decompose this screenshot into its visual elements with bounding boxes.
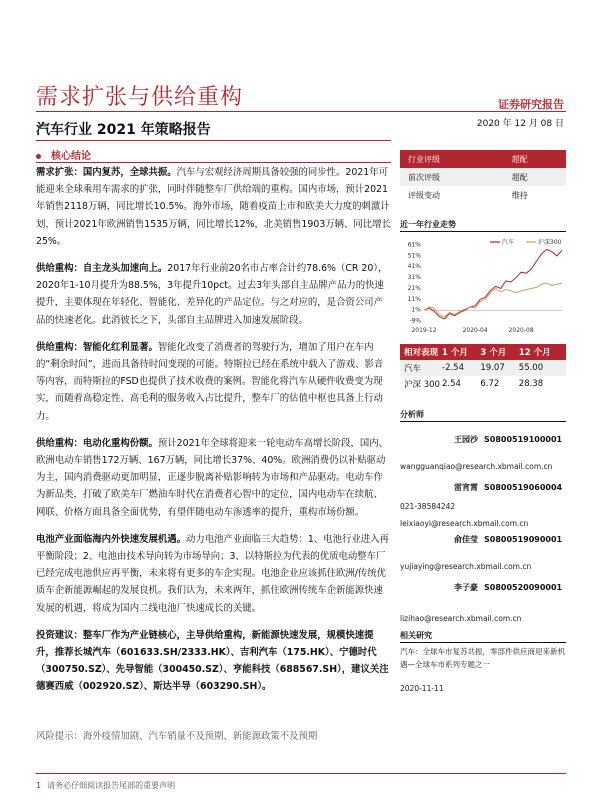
- rating-row: 评级变动 维持: [408, 190, 528, 200]
- paragraph-supply-brand: 供给重构：自主龙头加速向上。2017年行业前20名市占率合计约78.6%（CR 20），2020年1-10月提升为88.5%，3年提升10pct。过去3年头部自主品牌产品力的快速提升，主要体现在年轻化、智能化、差异化的产品定位。与之对应的，是合资公司产品的快速老化。此消彼长之下，头部自主品牌进入加速发展阶段。: [36, 263, 388, 326]
- report-main-title: 需求扩张与供给重构: [36, 85, 244, 110]
- rating-row: 行业评级 超配: [400, 150, 566, 168]
- paragraph-supply-smart: 供给重构：智能化红利显著。智能化改变了消费者的驾驶行为，增加了用户在车内的“剩余时间”，进而具备待时间变现的可能。特斯拉已经在系统中载入了游戏、影音等内容，而特斯拉的FSD也提供了技术收费的案例。智能化将汽车从硬件收费变为现实，而随着高稳定性、高毛利的服务收入占比提升，整车厂的估值中枢也具备上行动力。: [36, 341, 384, 422]
- performance-header-row: 相对表现 1 个月 3 个月 12 个月: [400, 344, 566, 360]
- legend-label: 汽车: [502, 239, 515, 246]
- analyst-email[interactable]: yujiaying@research.xbmail.com.cn: [400, 562, 532, 571]
- trend-divider: [400, 231, 566, 232]
- related-research-date: 2020-11-11: [400, 684, 444, 693]
- x-tick-label: 2020-04: [462, 327, 488, 334]
- related-research-heading: 相关研究: [400, 631, 432, 640]
- main-body: [36, 164, 392, 706]
- trend-chart-title: 近一年行业走势: [400, 220, 456, 229]
- report-date: 2020 年 12 月 08 日: [476, 119, 564, 129]
- page-number: 1: [36, 781, 42, 790]
- y-tick-label: 31%: [407, 274, 421, 282]
- y-tick-label: 11%: [407, 295, 421, 303]
- subtitle-divider: [36, 140, 391, 141]
- y-tick-label: 61%: [407, 241, 421, 249]
- report-sub-title: 汽车行业 2021 年策略报告: [36, 122, 211, 138]
- paragraph-demand: 需求扩张：国内复苏，全球共振。汽车与宏观经济周期具备较强的同步性。2021年可能迎来全球乘用车需求的扩张，同时伴随整车厂供给端的重构。国内市场，预计2021年销售2118万辆，同比增长10.5%。海外市场，随着疫苗上市和欧美大力度的刺激计划，预计2021年欧洲销售1535万辆，同比增长12%，北美销售1903万辆、同比增长25%。: [36, 167, 391, 247]
- title-divider: [36, 111, 566, 112]
- analyst-phone: 021-38584242: [400, 502, 456, 511]
- y-tick-label: -9%: [409, 317, 421, 325]
- analyst-heading: 分析师: [400, 410, 424, 419]
- performance-row: 沪深 300 2.54 6.72 28.38: [404, 379, 544, 390]
- paragraph-supply-ev: 供给重构：电动化重构份额。预计2021年全球将迎来一轮电动车高增长阶段，国内、欧洲电动车销售172万辆、167万辆，同比增长37%、40%。欧洲消费仍以补贴驱动为主，国内消费驱动更加明显，正逐步脱离补贴影响转为市场和产品驱动。电动车作为新品类，打破了欧美车厂燃油车时代在消费者心智中的定位，国内电动车在续航、网联、价格方面具备全面优势，有望伴随电动车渗透率的提升，重构市场份额。: [36, 437, 389, 518]
- footer-disclaimer: 请务必仔细阅读报告尾部的重要声明: [47, 781, 176, 790]
- rating-row: 前次评级 超配: [400, 168, 566, 186]
- related-research-link[interactable]: 汽车：全球车市复苏共振，零部件供应商迎来新机遇—全球车市系列专题之一: [400, 647, 565, 669]
- paragraph-investment: 投资建议：整车厂作为产业链核心，主导供给重构，新能源快速发展，规模快速提升，推荐长城汽车（601633.SH/2333.HK）、吉利汽车（175.HK）、宁德时代（300750.SZ）、先导智能（300450.SZ）、亨能科技（688567.SH），建议关注德赛西威（002920.SZ）、斯达半导（603290.SH）。: [36, 629, 389, 693]
- performance-table: [400, 344, 566, 392]
- related-divider: [400, 642, 566, 643]
- analyst-name-row: 雷宵霄 S0800519060004: [454, 483, 563, 492]
- analyst-email[interactable]: lizihao@research.xbmail.com.cn: [400, 614, 522, 623]
- report-type-label: 证券研究报告: [498, 98, 564, 111]
- analyst-name-row: 李子豪 S0800520090001: [454, 583, 563, 592]
- section-divider: [36, 162, 391, 163]
- paragraph-battery: 电池产业面临海内外快速发展机遇。动力电池产业面临三大趋势：1、电池行业进入再平衡阶段；2、电池由技术导向转为市场导向；3、以特斯拉为代表的优质电动整车厂已经完成电池供应再平衡，未来将有更多的车企实现。电池企业应该抓住欧洲/传统优质车企新能源崛起的发展良机。我们认为，未来两年，抓住欧洲传统车企新能源快速发展的机遇，将成为国内二线电池厂快速成长的关键。: [36, 533, 389, 614]
- analyst-email[interactable]: leixiaoyi@research.xbmail.com.cn: [400, 519, 529, 528]
- page-footer: [36, 780, 175, 791]
- x-tick-label: 2019-12: [411, 327, 437, 334]
- y-tick-label: 1%: [411, 306, 421, 314]
- x-tick-label: 2020-08: [508, 327, 534, 334]
- y-tick-label: 21%: [407, 284, 421, 292]
- y-tick-label: 51%: [407, 252, 421, 260]
- rating-table: [400, 150, 566, 204]
- section-heading: 核心结论: [36, 147, 91, 162]
- risk-warning: 风险提示：海外疫情加剧、汽车销量不及预期、新能源政策不及预期: [36, 731, 318, 742]
- analyst-name-row: 王园沙 S0800519100001: [454, 435, 563, 444]
- trend-line-chart: [400, 236, 566, 336]
- legend-label: 沪深300: [538, 239, 562, 246]
- analyst-name-row: 俞佳莹 S0800519090001: [454, 535, 563, 544]
- bullet-icon: [36, 154, 41, 159]
- analyst-email[interactable]: wangguanqiao@research.xbmail.com.cn: [400, 462, 553, 471]
- analyst-divider: [400, 421, 566, 422]
- footer-divider: [36, 773, 566, 774]
- performance-row: 汽车 -2.54 19.07 55.00: [400, 360, 566, 376]
- y-tick-label: 41%: [407, 263, 421, 271]
